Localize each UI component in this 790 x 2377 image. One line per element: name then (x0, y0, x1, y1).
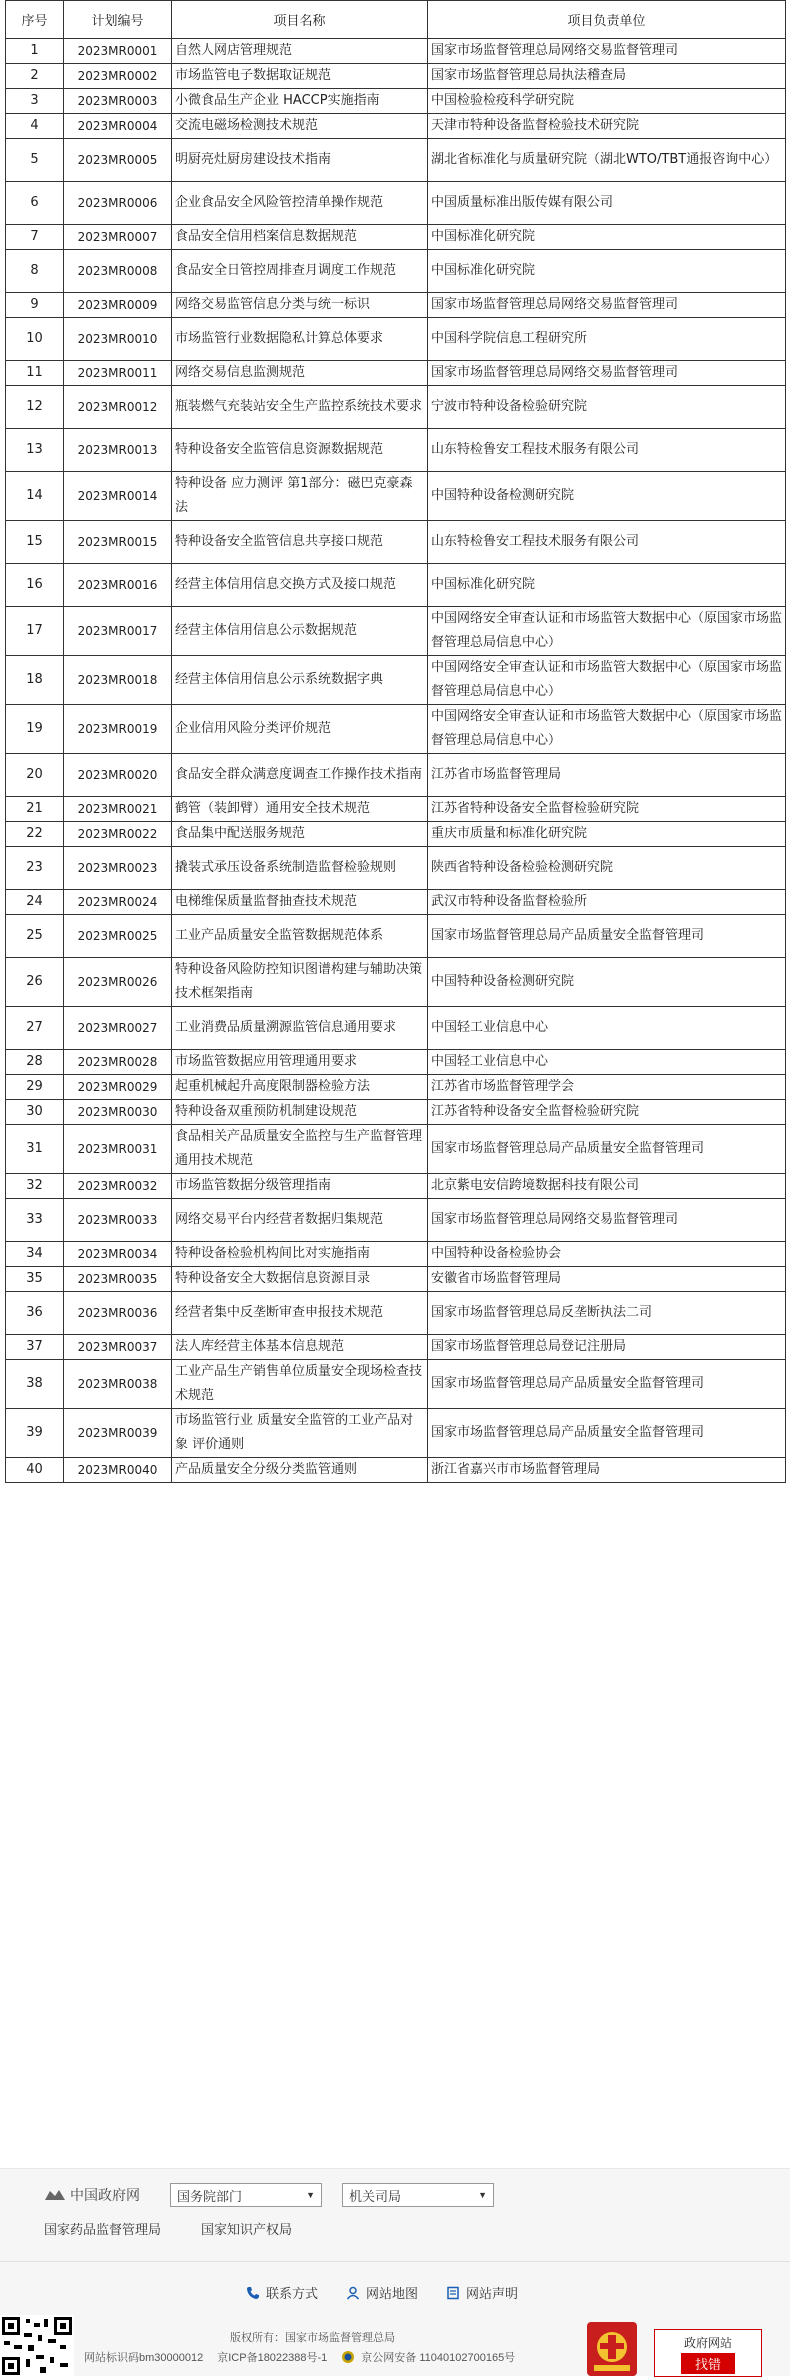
plan-code-cell: 2023MR0008 (64, 250, 172, 293)
project-name-cell: 工业消费品质量溯源监管信息通用要求 (172, 1007, 428, 1050)
site-id-text: 网站标识码bm30000012 (84, 2352, 204, 2364)
table-row (6, 607, 786, 656)
plan-code-cell: 2023MR0017 (64, 607, 172, 656)
responsible-unit-cell: 中国检验检疫科学研究院 (428, 89, 786, 114)
plan-code-cell: 2023MR0023 (64, 847, 172, 890)
table-row (6, 39, 786, 64)
responsible-unit-cell: 国家市场监督管理总局网络交易监督管理司 (428, 1199, 786, 1242)
project-name-cell: 特种设备检验机构间比对实施指南 (172, 1242, 428, 1267)
project-name-cell: 撬装式承压设备系统制造监督检验规则 (172, 847, 428, 890)
footer-nav (246, 2283, 546, 2302)
header-plan-code: 计划编号 (64, 1, 172, 39)
contact-link[interactable] (246, 2283, 318, 2302)
row-number-cell: 14 (6, 472, 64, 521)
project-name-cell: 小微食品生产企业 HACCP实施指南 (172, 89, 428, 114)
header-project-name: 项目名称 (172, 1, 428, 39)
table-row (6, 1199, 786, 1242)
responsible-unit-cell: 天津市特种设备监督检验技术研究院 (428, 114, 786, 139)
plan-code-cell: 2023MR0013 (64, 429, 172, 472)
row-number-cell: 15 (6, 521, 64, 564)
table-row (6, 1100, 786, 1125)
responsible-unit-cell: 国家市场监督管理总局产品质量安全监督管理司 (428, 1125, 786, 1174)
table-row (6, 386, 786, 429)
plan-code-cell: 2023MR0020 (64, 754, 172, 797)
project-name-cell: 食品安全信用档案信息数据规范 (172, 225, 428, 250)
row-number-cell: 21 (6, 797, 64, 822)
project-name-cell: 特种设备安全大数据信息资源目录 (172, 1267, 428, 1292)
find-error-button[interactable]: 找错 (681, 2353, 735, 2374)
row-number-cell: 6 (6, 182, 64, 225)
project-name-cell: 瓶装燃气充装站安全生产监控系统技术要求 (172, 386, 428, 429)
gov-site-label: 中国政府网 (70, 2187, 140, 2203)
contact-label: 联系方式 (266, 2286, 319, 2301)
plan-code-cell: 2023MR0016 (64, 564, 172, 607)
responsible-unit-cell: 江苏省市场监督管理学会 (428, 1075, 786, 1100)
responsible-unit-cell: 陕西省特种设备检验检测研究院 (428, 847, 786, 890)
project-name-cell: 产品质量安全分级分类监管通则 (172, 1458, 428, 1483)
row-number-cell: 5 (6, 139, 64, 182)
table-row (6, 1458, 786, 1483)
plan-code-cell: 2023MR0011 (64, 361, 172, 386)
plan-code-cell: 2023MR0003 (64, 89, 172, 114)
plan-code-cell: 2023MR0022 (64, 822, 172, 847)
project-name-cell: 鹤管（装卸臂）通用安全技术规范 (172, 797, 428, 822)
project-name-cell: 市场监管行业 质量安全监管的工业产品对象 评价通则 (172, 1409, 428, 1458)
table-row (6, 1174, 786, 1199)
responsible-unit-cell: 中国标准化研究院 (428, 225, 786, 250)
project-name-cell: 工业产品质量安全监管数据规范体系 (172, 915, 428, 958)
responsible-unit-cell: 中国网络安全审查认证和市场监管大数据中心（原国家市场监督管理总局信息中心） (428, 705, 786, 754)
project-name-cell: 市场监管电子数据取证规范 (172, 64, 428, 89)
plan-code-cell: 2023MR0019 (64, 705, 172, 754)
project-name-cell: 特种设备 应力测评 第1部分：磁巴克豪森法 (172, 472, 428, 521)
plan-code-cell: 2023MR0024 (64, 890, 172, 915)
row-number-cell: 9 (6, 293, 64, 318)
plan-code-cell: 2023MR0029 (64, 1075, 172, 1100)
site-link-nmpa[interactable]: 国家药品监督管理局 (44, 2222, 162, 2237)
responsible-unit-cell: 宁波市特种设备检验研究院 (428, 386, 786, 429)
row-number-cell: 13 (6, 429, 64, 472)
row-number-cell: 36 (6, 1292, 64, 1335)
responsible-unit-cell: 中国轻工业信息中心 (428, 1007, 786, 1050)
phone-icon (246, 2286, 260, 2300)
footer-bottom-row (84, 2349, 529, 2365)
site-link-cnipa[interactable]: 国家知识产权局 (201, 2222, 293, 2237)
row-number-cell: 19 (6, 705, 64, 754)
row-number-cell: 22 (6, 822, 64, 847)
footer-links-row (44, 2183, 514, 2207)
responsible-unit-cell: 国家市场监督管理总局反垄断执法二司 (428, 1292, 786, 1335)
gov-site-link[interactable] (44, 2185, 140, 2205)
table-row (6, 1007, 786, 1050)
table-row (6, 705, 786, 754)
project-name-cell: 食品相关产品质量安全监控与生产监督管理通用技术规范 (172, 1125, 428, 1174)
header-responsible-unit: 项目负责单位 (428, 1, 786, 39)
project-name-cell: 工业产品生产销售单位质量安全现场检查技术规范 (172, 1360, 428, 1409)
project-name-cell: 起重机械起升高度限制器检验方法 (172, 1075, 428, 1100)
project-name-cell: 经营主体信用信息公示系统数据字典 (172, 656, 428, 705)
row-number-cell: 25 (6, 915, 64, 958)
project-name-cell: 法人库经营主体基本信息规范 (172, 1335, 428, 1360)
row-number-cell: 40 (6, 1458, 64, 1483)
statement-label: 网站声明 (466, 2286, 519, 2301)
row-number-cell: 16 (6, 564, 64, 607)
table-row (6, 1267, 786, 1292)
statement-link[interactable] (446, 2283, 518, 2302)
row-number-cell: 24 (6, 890, 64, 915)
table-row (6, 361, 786, 386)
row-number-cell: 20 (6, 754, 64, 797)
table-row (6, 1242, 786, 1267)
footer-divider (0, 2261, 790, 2262)
agencies-select[interactable] (342, 2183, 494, 2207)
project-name-cell: 网络交易平台内经营者数据归集规范 (172, 1199, 428, 1242)
table-row (6, 250, 786, 293)
row-number-cell: 1 (6, 39, 64, 64)
row-number-cell: 32 (6, 1174, 64, 1199)
plan-code-cell: 2023MR0007 (64, 225, 172, 250)
row-number-cell: 29 (6, 1075, 64, 1100)
state-council-select-value: 国务院部门 (177, 2188, 243, 2204)
responsible-unit-cell: 安徽省市场监督管理局 (428, 1267, 786, 1292)
table-row (6, 64, 786, 89)
find-error-title: 政府网站 (683, 2336, 732, 2350)
state-council-select[interactable] (170, 2183, 322, 2207)
row-number-cell: 4 (6, 114, 64, 139)
project-name-cell: 明厨亮灶厨房建设技术指南 (172, 139, 428, 182)
row-number-cell: 38 (6, 1360, 64, 1409)
row-number-cell: 23 (6, 847, 64, 890)
icp-link[interactable]: 京ICP备18022388号-1 (217, 2352, 328, 2364)
row-number-cell: 3 (6, 89, 64, 114)
responsible-unit-cell: 中国特种设备检测研究院 (428, 958, 786, 1007)
project-name-cell: 食品安全日管控周排查月调度工作规范 (172, 250, 428, 293)
responsible-unit-cell: 江苏省市场监督管理局 (428, 754, 786, 797)
responsible-unit-cell: 国家市场监督管理总局产品质量安全监督管理司 (428, 1360, 786, 1409)
table-row (6, 1125, 786, 1174)
project-name-cell: 自然人网店管理规范 (172, 39, 428, 64)
plan-code-cell: 2023MR0030 (64, 1100, 172, 1125)
plan-code-cell: 2023MR0005 (64, 139, 172, 182)
plan-code-cell: 2023MR0032 (64, 1174, 172, 1199)
table-row (6, 656, 786, 705)
plan-code-cell: 2023MR0035 (64, 1267, 172, 1292)
document-icon (446, 2286, 460, 2300)
table-row (6, 114, 786, 139)
plan-code-cell: 2023MR0037 (64, 1335, 172, 1360)
row-number-cell: 2 (6, 64, 64, 89)
table-row (6, 1292, 786, 1335)
responsible-unit-cell: 国家市场监督管理总局网络交易监督管理司 (428, 39, 786, 64)
row-number-cell: 33 (6, 1199, 64, 1242)
plan-code-cell: 2023MR0010 (64, 318, 172, 361)
responsible-unit-cell: 武汉市特种设备监督检验所 (428, 890, 786, 915)
plan-code-cell: 2023MR0021 (64, 797, 172, 822)
row-number-cell: 39 (6, 1409, 64, 1458)
project-name-cell: 特种设备风险防控知识图谱构建与辅助决策技术框架指南 (172, 958, 428, 1007)
table-row (6, 521, 786, 564)
responsible-unit-cell: 中国标准化研究院 (428, 564, 786, 607)
plan-code-cell: 2023MR0006 (64, 182, 172, 225)
plan-code-cell: 2023MR0028 (64, 1050, 172, 1075)
table-row (6, 847, 786, 890)
responsible-unit-cell: 江苏省特种设备安全监督检验研究院 (428, 1100, 786, 1125)
responsible-unit-cell: 国家市场监督管理总局执法稽查局 (428, 64, 786, 89)
responsible-unit-cell: 国家市场监督管理总局产品质量安全监督管理司 (428, 915, 786, 958)
row-number-cell: 8 (6, 250, 64, 293)
row-number-cell: 10 (6, 318, 64, 361)
responsible-unit-cell: 国家市场监督管理总局产品质量安全监督管理司 (428, 1409, 786, 1458)
plan-code-cell: 2023MR0025 (64, 915, 172, 958)
responsible-unit-cell: 中国特种设备检测研究院 (428, 472, 786, 521)
project-name-cell: 网络交易监管信息分类与统一标识 (172, 293, 428, 318)
plan-code-cell: 2023MR0034 (64, 1242, 172, 1267)
plan-code-cell: 2023MR0012 (64, 386, 172, 429)
plan-code-cell: 2023MR0040 (64, 1458, 172, 1483)
responsible-unit-cell: 山东特检鲁安工程技术服务有限公司 (428, 429, 786, 472)
table-row (6, 318, 786, 361)
plan-code-cell: 2023MR0031 (64, 1125, 172, 1174)
responsible-unit-cell: 江苏省特种设备安全监督检验研究院 (428, 797, 786, 822)
copyright-text: 版权所有：国家市场监督管理总局 (230, 2332, 395, 2344)
responsible-unit-cell: 山东特检鲁安工程技术服务有限公司 (428, 521, 786, 564)
responsible-unit-cell: 中国质量标准出版传媒有限公司 (428, 182, 786, 225)
project-name-cell: 食品安全群众满意度调查工作操作技术指南 (172, 754, 428, 797)
project-name-cell: 市场监管行业数据隐私计算总体要求 (172, 318, 428, 361)
table-header-row (6, 1, 786, 39)
table-row (6, 822, 786, 847)
plan-code-cell: 2023MR0004 (64, 114, 172, 139)
table-row (6, 225, 786, 250)
table-row (6, 293, 786, 318)
table-row (6, 890, 786, 915)
responsible-unit-cell: 国家市场监督管理总局登记注册局 (428, 1335, 786, 1360)
responsible-unit-cell: 湖北省标准化与质量研究院（湖北WTO/TBT通报咨询中心） (428, 139, 786, 182)
qr-code-icon (0, 2315, 74, 2377)
plan-code-cell: 2023MR0027 (64, 1007, 172, 1050)
responsible-unit-cell: 浙江省嘉兴市市场监督管理局 (428, 1458, 786, 1483)
table-row (6, 564, 786, 607)
site-footer (0, 2168, 790, 2376)
project-name-cell: 电梯维保质量监督抽查技术规范 (172, 890, 428, 915)
project-name-cell: 企业食品安全风险管控清单操作规范 (172, 182, 428, 225)
table-row (6, 182, 786, 225)
project-name-cell: 经营者集中反垄断审查申报技术规范 (172, 1292, 428, 1335)
row-number-cell: 37 (6, 1335, 64, 1360)
project-name-cell: 市场监管数据应用管理通用要求 (172, 1050, 428, 1075)
table-row (6, 754, 786, 797)
row-number-cell: 31 (6, 1125, 64, 1174)
table-row (6, 1335, 786, 1360)
row-number-cell: 17 (6, 607, 64, 656)
table-row (6, 915, 786, 958)
gov-logo-icon (44, 2188, 66, 2202)
standard-plan-table (5, 0, 786, 1483)
table-row (6, 139, 786, 182)
plan-code-cell: 2023MR0033 (64, 1199, 172, 1242)
plan-code-cell: 2023MR0014 (64, 472, 172, 521)
row-number-cell: 11 (6, 361, 64, 386)
table-row (6, 89, 786, 114)
sitemap-link[interactable] (346, 2283, 418, 2302)
row-number-cell: 27 (6, 1007, 64, 1050)
plan-code-cell: 2023MR0026 (64, 958, 172, 1007)
responsible-unit-cell: 中国网络安全审查认证和市场监管大数据中心（原国家市场监督管理总局信息中心） (428, 607, 786, 656)
table-row (6, 472, 786, 521)
party-emblem-icon (586, 2321, 638, 2377)
row-number-cell: 18 (6, 656, 64, 705)
responsible-unit-cell: 中国科学院信息工程研究所 (428, 318, 786, 361)
table-row (6, 797, 786, 822)
project-name-cell: 企业信用风险分类评价规范 (172, 705, 428, 754)
row-number-cell: 12 (6, 386, 64, 429)
table-row (6, 1409, 786, 1458)
responsible-unit-cell: 国家市场监督管理总局网络交易监督管理司 (428, 361, 786, 386)
project-name-cell: 食品集中配送服务规范 (172, 822, 428, 847)
project-name-cell: 特种设备双重预防机制建设规范 (172, 1100, 428, 1125)
plan-code-cell: 2023MR0002 (64, 64, 172, 89)
row-number-cell: 35 (6, 1267, 64, 1292)
chevron-down-icon: ▼ (478, 2190, 487, 2200)
police-badge-icon (341, 2350, 355, 2364)
project-name-cell: 网络交易信息监测规范 (172, 361, 428, 386)
project-name-cell: 经营主体信用信息交换方式及接口规范 (172, 564, 428, 607)
header-no: 序号 (6, 1, 64, 39)
responsible-unit-cell: 中国标准化研究院 (428, 250, 786, 293)
project-name-cell: 特种设备安全监管信息共享接口规范 (172, 521, 428, 564)
row-number-cell: 26 (6, 958, 64, 1007)
plan-code-cell: 2023MR0039 (64, 1409, 172, 1458)
responsible-unit-cell: 中国轻工业信息中心 (428, 1050, 786, 1075)
row-number-cell: 7 (6, 225, 64, 250)
related-sites (44, 2219, 332, 2238)
responsible-unit-cell: 中国特种设备检验协会 (428, 1242, 786, 1267)
find-error-badge[interactable] (654, 2329, 762, 2377)
responsible-unit-cell: 中国网络安全审查认证和市场监管大数据中心（原国家市场监督管理总局信息中心） (428, 656, 786, 705)
responsible-unit-cell: 重庆市质量和标准化研究院 (428, 822, 786, 847)
police-record-link[interactable]: 京公网安备 11040102700165号 (361, 2352, 516, 2364)
table-row (6, 1050, 786, 1075)
plan-code-cell: 2023MR0009 (64, 293, 172, 318)
plan-code-cell: 2023MR0038 (64, 1360, 172, 1409)
plan-code-cell: 2023MR0001 (64, 39, 172, 64)
project-name-cell: 特种设备安全监管信息资源数据规范 (172, 429, 428, 472)
chevron-down-icon: ▼ (306, 2190, 315, 2200)
row-number-cell: 30 (6, 1100, 64, 1125)
project-name-cell: 交流电磁场检测技术规范 (172, 114, 428, 139)
row-number-cell: 34 (6, 1242, 64, 1267)
table-row (6, 1360, 786, 1409)
responsible-unit-cell: 北京紫电安信跨境数据科技有限公司 (428, 1174, 786, 1199)
sitemap-label: 网站地图 (366, 2286, 419, 2301)
plan-code-cell: 2023MR0036 (64, 1292, 172, 1335)
responsible-unit-cell: 国家市场监督管理总局网络交易监督管理司 (428, 293, 786, 318)
person-icon (346, 2286, 360, 2300)
plan-code-cell: 2023MR0018 (64, 656, 172, 705)
project-name-cell: 市场监管数据分级管理指南 (172, 1174, 428, 1199)
row-number-cell: 28 (6, 1050, 64, 1075)
table-row (6, 1075, 786, 1100)
project-name-cell: 经营主体信用信息公示数据规范 (172, 607, 428, 656)
agencies-select-value: 机关司局 (349, 2188, 402, 2204)
table-row (6, 429, 786, 472)
table-row (6, 958, 786, 1007)
plan-code-cell: 2023MR0015 (64, 521, 172, 564)
